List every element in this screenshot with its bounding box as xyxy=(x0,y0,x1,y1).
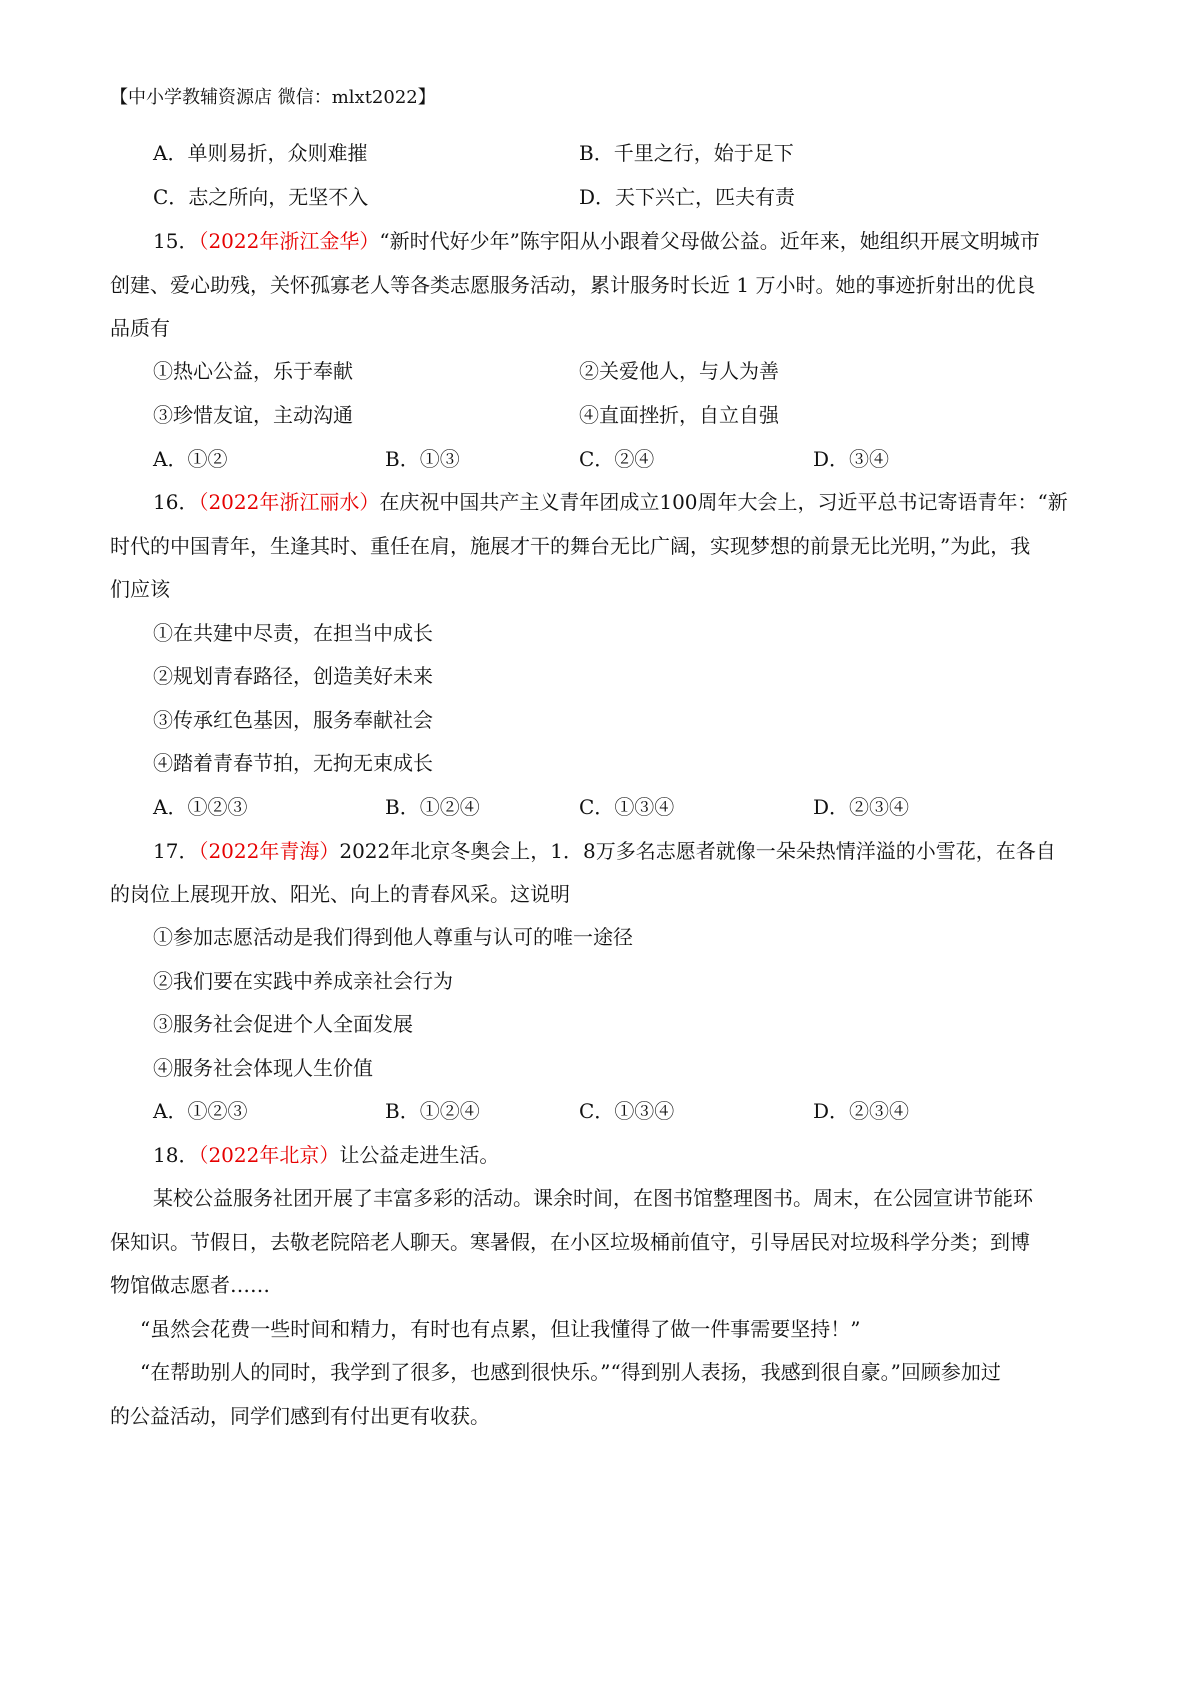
q18-para2-line-1: “在帮助别人的同时，我学到了很多，也感到很快乐。”“得到别人表扬，我感到很自豪。”回顾参加过 xyxy=(140,1360,1001,1384)
question-source: （2022年北京） xyxy=(198,1143,340,1167)
q15-stem-line-3: 品质有 xyxy=(110,316,170,340)
q16-item-2: ②规划青春路径，创造美好未来 xyxy=(153,664,433,688)
q17-item-2: ②我们要在实践中养成亲社会行为 xyxy=(153,969,453,993)
q15-choice-d: D．③④ xyxy=(813,447,890,471)
q16-stem-line-1: 16．（2022年浙江丽水）在庆祝中国共产主义青年团成立100周年大会上，习近平总书记寄语青年：“新 xyxy=(153,490,1068,514)
q17-item-3: ③服务社会促进个人全面发展 xyxy=(153,1012,413,1036)
q14-option-a: A．单则易折，众则难摧 xyxy=(153,141,368,165)
q18-para2-line-2: 的公益活动，同学们感到有付出更有收获。 xyxy=(110,1404,490,1428)
question-number: 16． xyxy=(153,490,199,514)
q15-choice-a: A．①② xyxy=(153,447,228,471)
q15-item-4: ④直面挫折，自立自强 xyxy=(579,403,779,427)
q16-item-4: ④踏着青春节拍，无拘无束成长 xyxy=(153,751,433,775)
q14-option-b: B．千里之行，始于足下 xyxy=(579,141,794,165)
q16-stem-line-3: 们应该 xyxy=(110,577,170,601)
q15-stem-line-2: 创建、爱心助残，关怀孤寡老人等各类志愿服务活动，累计服务时长近 1 万小时。她的事迹折射出的优良 xyxy=(110,273,1036,297)
question-source: （2022年浙江丽水） xyxy=(198,490,380,514)
q15-item-1: ①热心公益，乐于奉献 xyxy=(153,359,353,383)
q15-choice-c: C．②④ xyxy=(579,447,655,471)
page-header: 【中小学教辅资源店 微信：mlxt2022】 xyxy=(110,87,436,108)
q16-choice-c: C．①③④ xyxy=(579,795,675,819)
q18-quote-1: “虽然会花费一些时间和精力，有时也有点累，但让我懂得了做一件事需要坚持！” xyxy=(140,1317,861,1341)
question-number: 18． xyxy=(153,1143,199,1167)
q15-choice-b: B．①③ xyxy=(385,447,460,471)
question-number: 15． xyxy=(153,229,199,253)
q18-para1-line-1: 某校公益服务社团开展了丰富多彩的活动。课余时间，在图书馆整理图书。周末，在公园宣讲节能环 xyxy=(153,1186,1033,1210)
q17-stem-line-2: 的岗位上展现开放、阳光、向上的青春风采。这说明 xyxy=(110,882,570,906)
q18-para1-line-3: 物馆做志愿者…… xyxy=(110,1273,270,1297)
question-source: （2022年青海） xyxy=(198,839,340,863)
q17-choice-c: C．①③④ xyxy=(579,1099,675,1123)
q15-item-3: ③珍惜友谊，主动沟通 xyxy=(153,403,353,427)
q16-choice-a: A．①②③ xyxy=(153,795,248,819)
q17-item-4: ④服务社会体现人生价值 xyxy=(153,1056,373,1080)
q17-choice-a: A．①②③ xyxy=(153,1099,248,1123)
q17-choice-b: B．①②④ xyxy=(385,1099,480,1123)
question-source: （2022年浙江金华） xyxy=(198,229,380,253)
q16-item-3: ③传承红色基因，服务奉献社会 xyxy=(153,708,433,732)
q17-stem-line-1: 17．（2022年青海）2022年北京冬奥会上，1．8万多名志愿者就像一朵朵热情洋溢的小雪花，在各自 xyxy=(153,839,1056,863)
q17-item-1: ①参加志愿活动是我们得到他人尊重与认可的唯一途径 xyxy=(153,925,633,949)
q15-stem-line-1: 15．（2022年浙江金华）“新时代好少年”陈宇阳从小跟着父母做公益。近年来，她组织开展文明城市 xyxy=(153,229,1040,253)
q14-option-c: C．志之所向，无坚不入 xyxy=(153,185,369,209)
q16-stem-line-2: 时代的中国青年，生逢其时、重任在肩，施展才干的舞台无比广阔，实现梦想的前景无比光明，”为此，我 xyxy=(110,534,1031,558)
q14-option-d: D．天下兴亡，匹夫有责 xyxy=(579,185,796,209)
q18-para1-line-2: 保知识。节假日，去敬老院陪老人聊天。寒暑假，在小区垃圾桶前值守，引导居民对垃圾科学分类；到博 xyxy=(110,1230,1030,1254)
q16-item-1: ①在共建中尽责，在担当中成长 xyxy=(153,621,433,645)
q15-item-2: ②关爱他人，与人为善 xyxy=(579,359,779,383)
q18-stem: 18．（2022年北京）让公益走进生活。 xyxy=(153,1143,500,1167)
q16-choice-d: D．②③④ xyxy=(813,795,910,819)
q16-choice-b: B．①②④ xyxy=(385,795,480,819)
q17-choice-d: D．②③④ xyxy=(813,1099,910,1123)
question-number: 17． xyxy=(153,839,199,863)
